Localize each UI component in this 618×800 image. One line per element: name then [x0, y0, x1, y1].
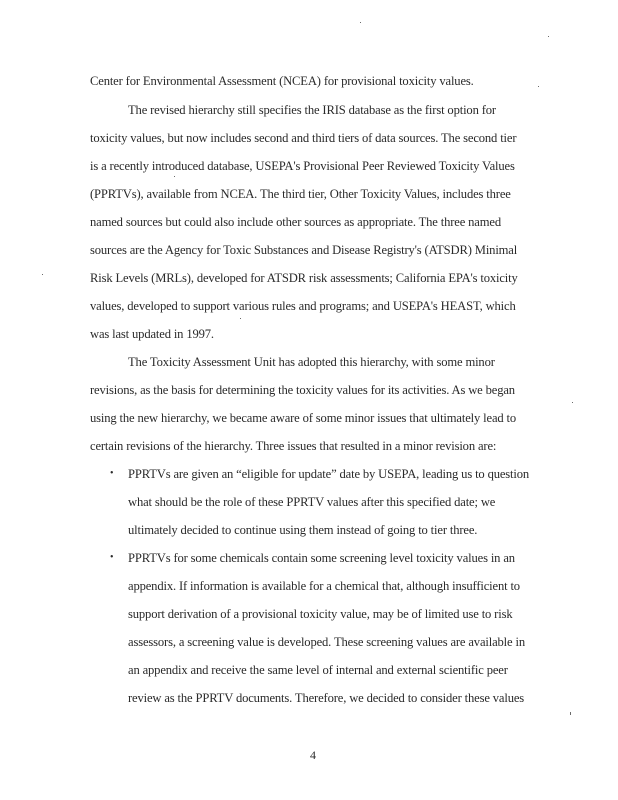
scan-speck [570, 712, 571, 715]
paragraph-line: certain revisions of the hierarchy. Three issues that resulted in a minor revision are: [90, 439, 497, 453]
paragraph-line: is a recently introduced database, USEPA's Provisional Peer Reviewed Toxicity Values [90, 159, 515, 173]
scan-speck [42, 274, 43, 275]
bullet-line: what should be the role of these PPRTV values after this specified date; we [128, 495, 496, 509]
bullet-line: appendix. If information is available for a chemical that, although insufficient to [128, 579, 520, 593]
bullet-marker: • [110, 468, 114, 479]
bullet-line: ultimately decided to continue using them instead of going to tier three. [128, 523, 478, 537]
bullet-line: PPRTVs for some chemicals contain some screening level toxicity values in an [128, 551, 515, 565]
bullet-line: review as the PPRTV documents. Therefore, we decided to consider these values [128, 691, 525, 705]
bullet-line: an appendix and receive the same level of internal and external scientific peer [128, 663, 508, 677]
scan-speck [548, 36, 549, 37]
paragraph-line: (PPRTVs), available from NCEA. The third tier, Other Toxicity Values, includes three [90, 187, 511, 201]
paragraph-line: was last updated in 1997. [90, 327, 214, 341]
page-number: 4 [310, 748, 316, 762]
bullet-line: PPRTVs are given an “eligible for update” date by USEPA, leading us to question [128, 467, 530, 481]
paragraph-line: The Toxicity Assessment Unit has adopted this hierarchy, with some minor [128, 355, 495, 369]
paragraph-line: named sources but could also include other sources as appropriate. The three named [90, 215, 501, 229]
paragraph-line: using the new hierarchy, we became aware of some minor issues that ultimately lead to [90, 411, 517, 425]
paragraph-line: The revised hierarchy still specifies the IRIS database as the first option for [128, 103, 496, 117]
paragraph-line: revisions, as the basis for determining the toxicity values for its activities. As we began [90, 383, 515, 397]
bullet-line: assessors, a screening value is developed. These screening values are available in [128, 635, 525, 649]
paragraph-line: Center for Environmental Assessment (NCEA) for provisional toxicity values. [90, 74, 474, 88]
scan-speck [174, 176, 175, 177]
scan-speck [240, 318, 241, 319]
paragraph-line: sources are the Agency for Toxic Substances and Disease Registry's (ATSDR) Minimal [90, 243, 518, 257]
paragraph-line: values, developed to support various rules and programs; and USEPA's HEAST, which [90, 299, 516, 313]
paragraph-line: Risk Levels (MRLs), developed for ATSDR risk assessments; California EPA's toxicity [90, 271, 518, 285]
bullet-marker: • [110, 552, 114, 563]
scan-speck [572, 402, 573, 403]
bullet-line: support derivation of a provisional toxicity value, may be of limited use to risk [128, 607, 513, 621]
scan-speck [360, 22, 361, 23]
scan-speck [538, 86, 539, 87]
paragraph-line: toxicity values, but now includes second and third tiers of data sources. The second tier [90, 131, 517, 145]
